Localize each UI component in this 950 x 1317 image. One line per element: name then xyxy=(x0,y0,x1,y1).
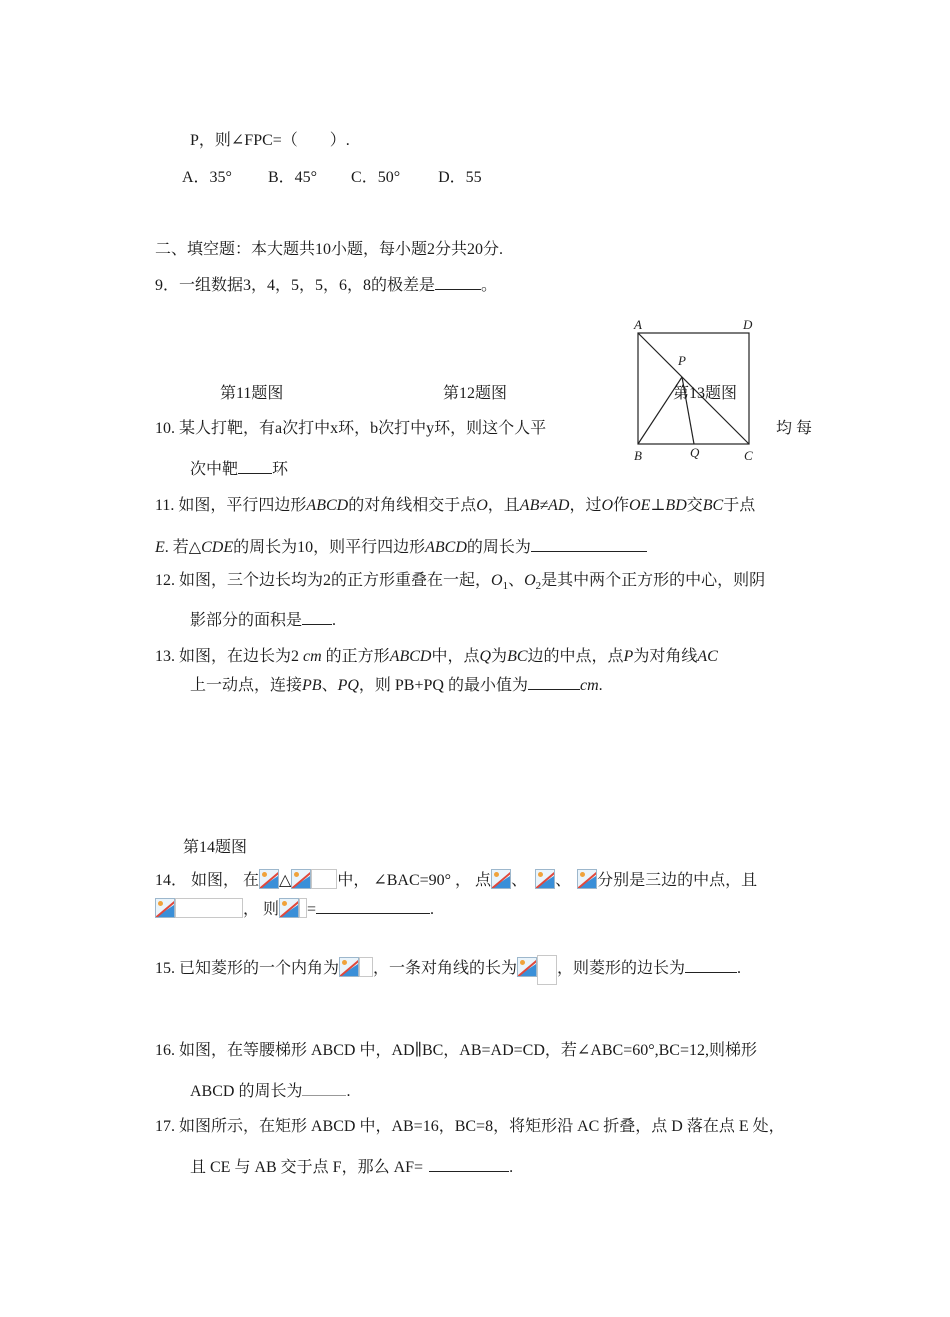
broken-image-icon xyxy=(491,869,511,889)
q16-blank xyxy=(302,1081,346,1096)
label-q: Q xyxy=(690,445,700,460)
broken-image-icon xyxy=(577,869,597,889)
q10-blank xyxy=(238,459,272,474)
q10-line1: 10. 某人打靶，有a次打中x环，b次打中y环，则这个人平 xyxy=(155,420,547,437)
section-heading: 二、填空题：本大题共10小题，每小题2分共20分. xyxy=(155,241,504,258)
q12-line2: 影部分的面积是 . xyxy=(190,612,337,629)
q17-blank xyxy=(429,1157,509,1172)
q9-text: 9．一组数据3，4，5，5，6，8的极差是 xyxy=(155,277,436,294)
q11-blank xyxy=(531,537,647,552)
caption-fig13: 第13题图 xyxy=(673,385,738,402)
q13-line2: 上一动点，连接PB、PQ，则 PB+PQ 的最小值为 cm. xyxy=(190,677,603,694)
q13-blank xyxy=(528,675,580,690)
q14-blank xyxy=(316,899,430,914)
broken-image-icon xyxy=(259,869,279,889)
q14-line1: 14． 如图， 在 △ 中， ∠BAC=90° ， 点 、 、 分别是三边的中点，且 xyxy=(155,869,757,891)
q11-line1: 11. 如图，平行四边形ABCD的对角线相交于点O，且AB≠AD，过O作OE⊥BD交BC于点 xyxy=(155,497,756,514)
label-c: C xyxy=(744,448,753,463)
q14-line2: ， 则 = . xyxy=(155,898,434,920)
q10-line2-tail: 环 xyxy=(272,461,289,478)
broken-image-icon xyxy=(517,957,537,977)
caption-fig12: 第12题图 xyxy=(443,385,508,402)
q10-line1-tail: 均 每 xyxy=(776,420,813,437)
option-c: C．50° xyxy=(351,169,401,186)
broken-image-icon xyxy=(339,957,359,977)
broken-image-icon xyxy=(291,869,311,889)
broken-image-icon xyxy=(535,869,555,889)
label-a: A xyxy=(634,317,642,332)
label-p: P xyxy=(678,353,686,368)
q9-tail: 。 xyxy=(481,277,498,294)
q12-blank xyxy=(302,610,332,625)
caption-fig11: 第11题图 xyxy=(220,385,284,402)
q8-stem-tail: P，则∠FPC=（ ）. xyxy=(190,132,350,149)
q10-line2 xyxy=(190,459,288,480)
label-d: D xyxy=(743,317,753,332)
q17-line2: 且 CE 与 AB 交于点 F，那么 AF= . xyxy=(190,1159,514,1176)
q17-line1: 17. 如图所示，在矩形 ABCD 中，AB=16，BC=8，将矩形沿 AC 折叠，点 D 落在点 E 处， xyxy=(155,1118,785,1135)
q9-blank xyxy=(435,275,481,290)
q10-line2-text: 次中靶 xyxy=(190,461,239,478)
q8-options xyxy=(182,168,482,188)
q16-line2: ABCD 的周长为 . xyxy=(190,1083,351,1100)
q13-line1: 13. 如图，在边长为2 cm 的正方形ABCD中，点Q为BC边的中点，点P为对角线AC xyxy=(155,648,718,665)
q14-caption: 第14题图 xyxy=(183,839,248,856)
option-a: A．35° xyxy=(182,169,232,186)
option-b: B．45° xyxy=(267,169,318,186)
broken-image-icon xyxy=(279,898,299,918)
q9 xyxy=(155,275,497,296)
q15: 15. 已知菱形的一个内角为 ，一条对角线的长为 ，则菱形的边长为 . xyxy=(155,955,741,985)
option-d: D．55 xyxy=(438,169,482,186)
label-b: B xyxy=(634,448,642,463)
q15-blank xyxy=(685,958,737,973)
broken-image-icon xyxy=(155,898,175,918)
q12-line1: 12. 如图，三个边长均为2的正方形重叠在一起，$O_1$、$O_2$是其中两个正方形的中心，则阴 xyxy=(155,572,766,593)
q11-line2: E. 若△CDE的周长为10，则平行四边形ABCD的周长为 xyxy=(155,537,647,558)
q16-line1: 16. 如图，在等腰梯形 ABCD 中，AD∥BC，AB=AD=CD，若∠ABC=60°,BC=12,则梯形 xyxy=(155,1042,758,1059)
